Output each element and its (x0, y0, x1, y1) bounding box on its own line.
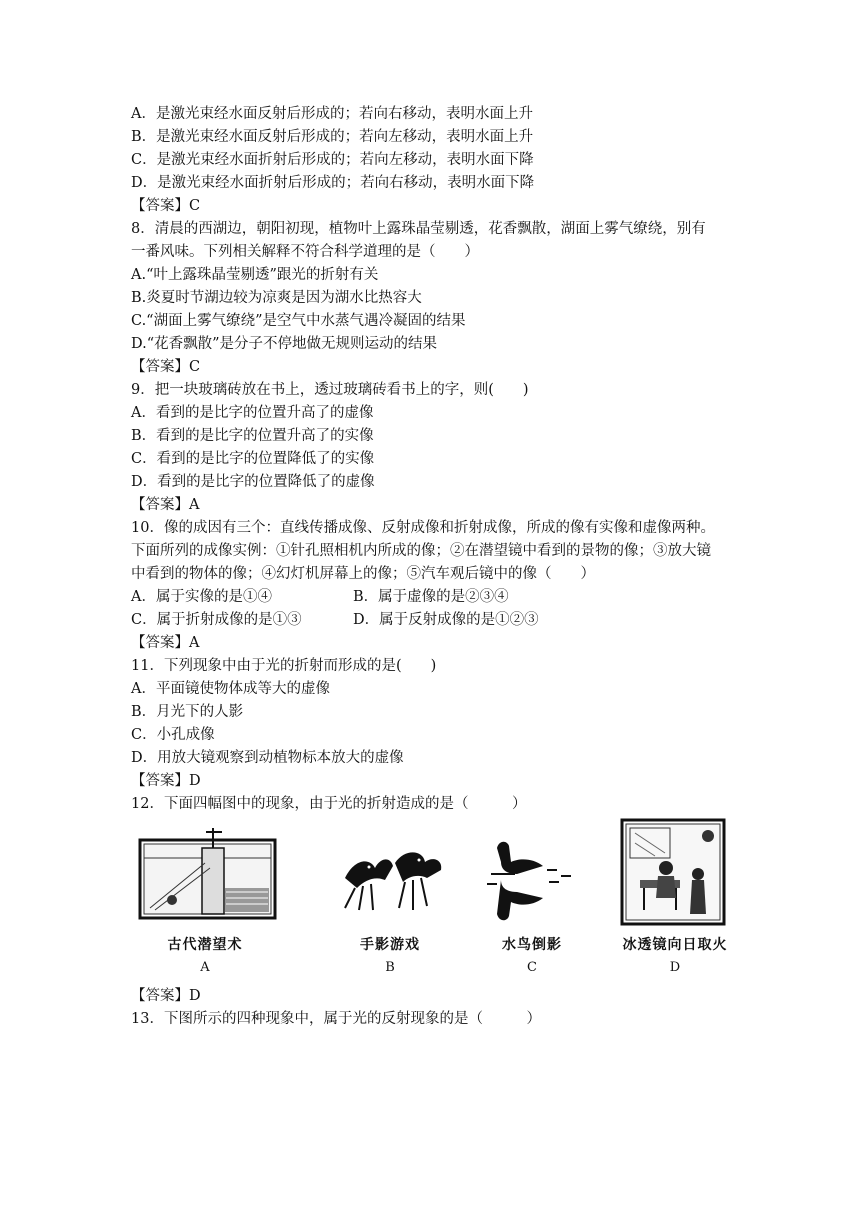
q8-option-a: A.“叶上露珠晶莹剔透”跟光的折射有关 (131, 267, 379, 283)
ice-lens-illustration (600, 818, 750, 928)
q10-option-b: B．属于虚像的是②③④ (353, 589, 509, 605)
figure-d-caption: 冰透镜向日取火 (622, 937, 728, 953)
q7-option-a: A．是激光束经水面反射后形成的；若向右移动，表明水面上升 (131, 106, 533, 122)
figure-a-caption: 古代潜望术 (167, 937, 243, 953)
q10-answer: 【答案】A (131, 635, 200, 651)
q9-option-c: C．看到的是比字的位置降低了的实像 (131, 451, 375, 467)
q9-option-d: D．看到的是比字的位置降低了的虚像 (131, 474, 375, 490)
hand-shadow-illustration (315, 818, 465, 928)
q8-option-d: D.“花香飘散”是分子不停地做无规则运动的结果 (131, 336, 438, 352)
q9-stem: 9．把一块玻璃砖放在书上，透过玻璃砖看书上的字，则( ) (131, 382, 529, 398)
q8-option-c: C.“湖面上雾气缭绕”是空气中水蒸气遇冷凝固的结果 (131, 313, 466, 329)
q10-option-a: A．属于实像的是①④ (131, 589, 272, 605)
q10-option-c: C．属于折射成像的是①③ (131, 612, 302, 628)
q11-option-a: A．平面镜使物体成等大的虚像 (131, 681, 330, 697)
periscope-illustration (130, 818, 280, 928)
figure-c-caption: 水鸟倒影 (502, 937, 562, 953)
q10-stem-line2: 下面所列的成像实例：①针孔照相机内所成的像；②在潜望镜中看到的景物的像；③放大镜 (131, 543, 711, 559)
q7-option-d: D．是激光束经水面折射后形成的；若向右移动，表明水面下降 (131, 175, 535, 191)
q9-option-a: A．看到的是比字的位置升高了的虚像 (131, 405, 374, 421)
q11-option-d: D．用放大镜观察到动植物标本放大的虚像 (131, 750, 404, 766)
q11-stem: 11．下列现象中由于光的折射而形成的是( ) (131, 658, 437, 674)
q12-stem: 12．下面四幅图中的现象，由于光的折射造成的是（ ） (131, 796, 527, 812)
bird-reflection-illustration (457, 818, 607, 928)
q11-option-c: C．小孔成像 (131, 727, 215, 743)
q12-answer: 【答案】D (131, 988, 201, 1004)
q11-answer: 【答案】D (131, 773, 201, 789)
figure-d (600, 818, 750, 975)
figure-c (457, 818, 607, 975)
q10-stem-line1: 10．像的成因有三个：直线传播成像、反射成像和折射成像，所成的像有实像和虚像两种。 (131, 520, 715, 536)
figure-d-letter: D (669, 960, 681, 975)
q9-answer: 【答案】A (131, 497, 200, 513)
q13-stem: 13．下图所示的四种现象中，属于光的反射现象的是（ ） (131, 1011, 541, 1027)
figure-b-caption: 手影游戏 (360, 937, 420, 953)
figure-c-letter: C (527, 960, 537, 975)
q8-stem-line1: 8．清晨的西湖边，朝阳初现，植物叶上露珠晶莹剔透，花香飘散，湖面上雾气缭绕，别有 (131, 221, 706, 237)
q8-stem-line2: 一番风味。下列相关解释不符合科学道理的是（ ） (131, 244, 479, 260)
q11-option-b: B．月光下的人影 (131, 704, 244, 720)
figure-a-letter: A (200, 960, 210, 975)
figure-b-letter: B (385, 960, 395, 975)
q9-option-b: B．看到的是比字的位置升高了的实像 (131, 428, 374, 444)
q10-option-d: D．属于反射成像的是①②③ (353, 612, 539, 628)
q8-option-b: B.炎夏时节湖边较为凉爽是因为湖水比热容大 (131, 290, 422, 306)
q7-option-c: C．是激光束经水面折射后形成的；若向左移动，表明水面下降 (131, 152, 534, 168)
q7-answer: 【答案】C (131, 198, 201, 214)
q8-answer: 【答案】C (131, 359, 201, 375)
q10-stem-line3: 中看到的物体的像；④幻灯机屏幕上的像；⑤汽车观后镜中的像（ ） (131, 566, 595, 582)
figure-a (130, 818, 280, 975)
q7-option-b: B．是激光束经水面反射后形成的；若向左移动，表明水面上升 (131, 129, 534, 145)
figure-b (315, 818, 465, 975)
